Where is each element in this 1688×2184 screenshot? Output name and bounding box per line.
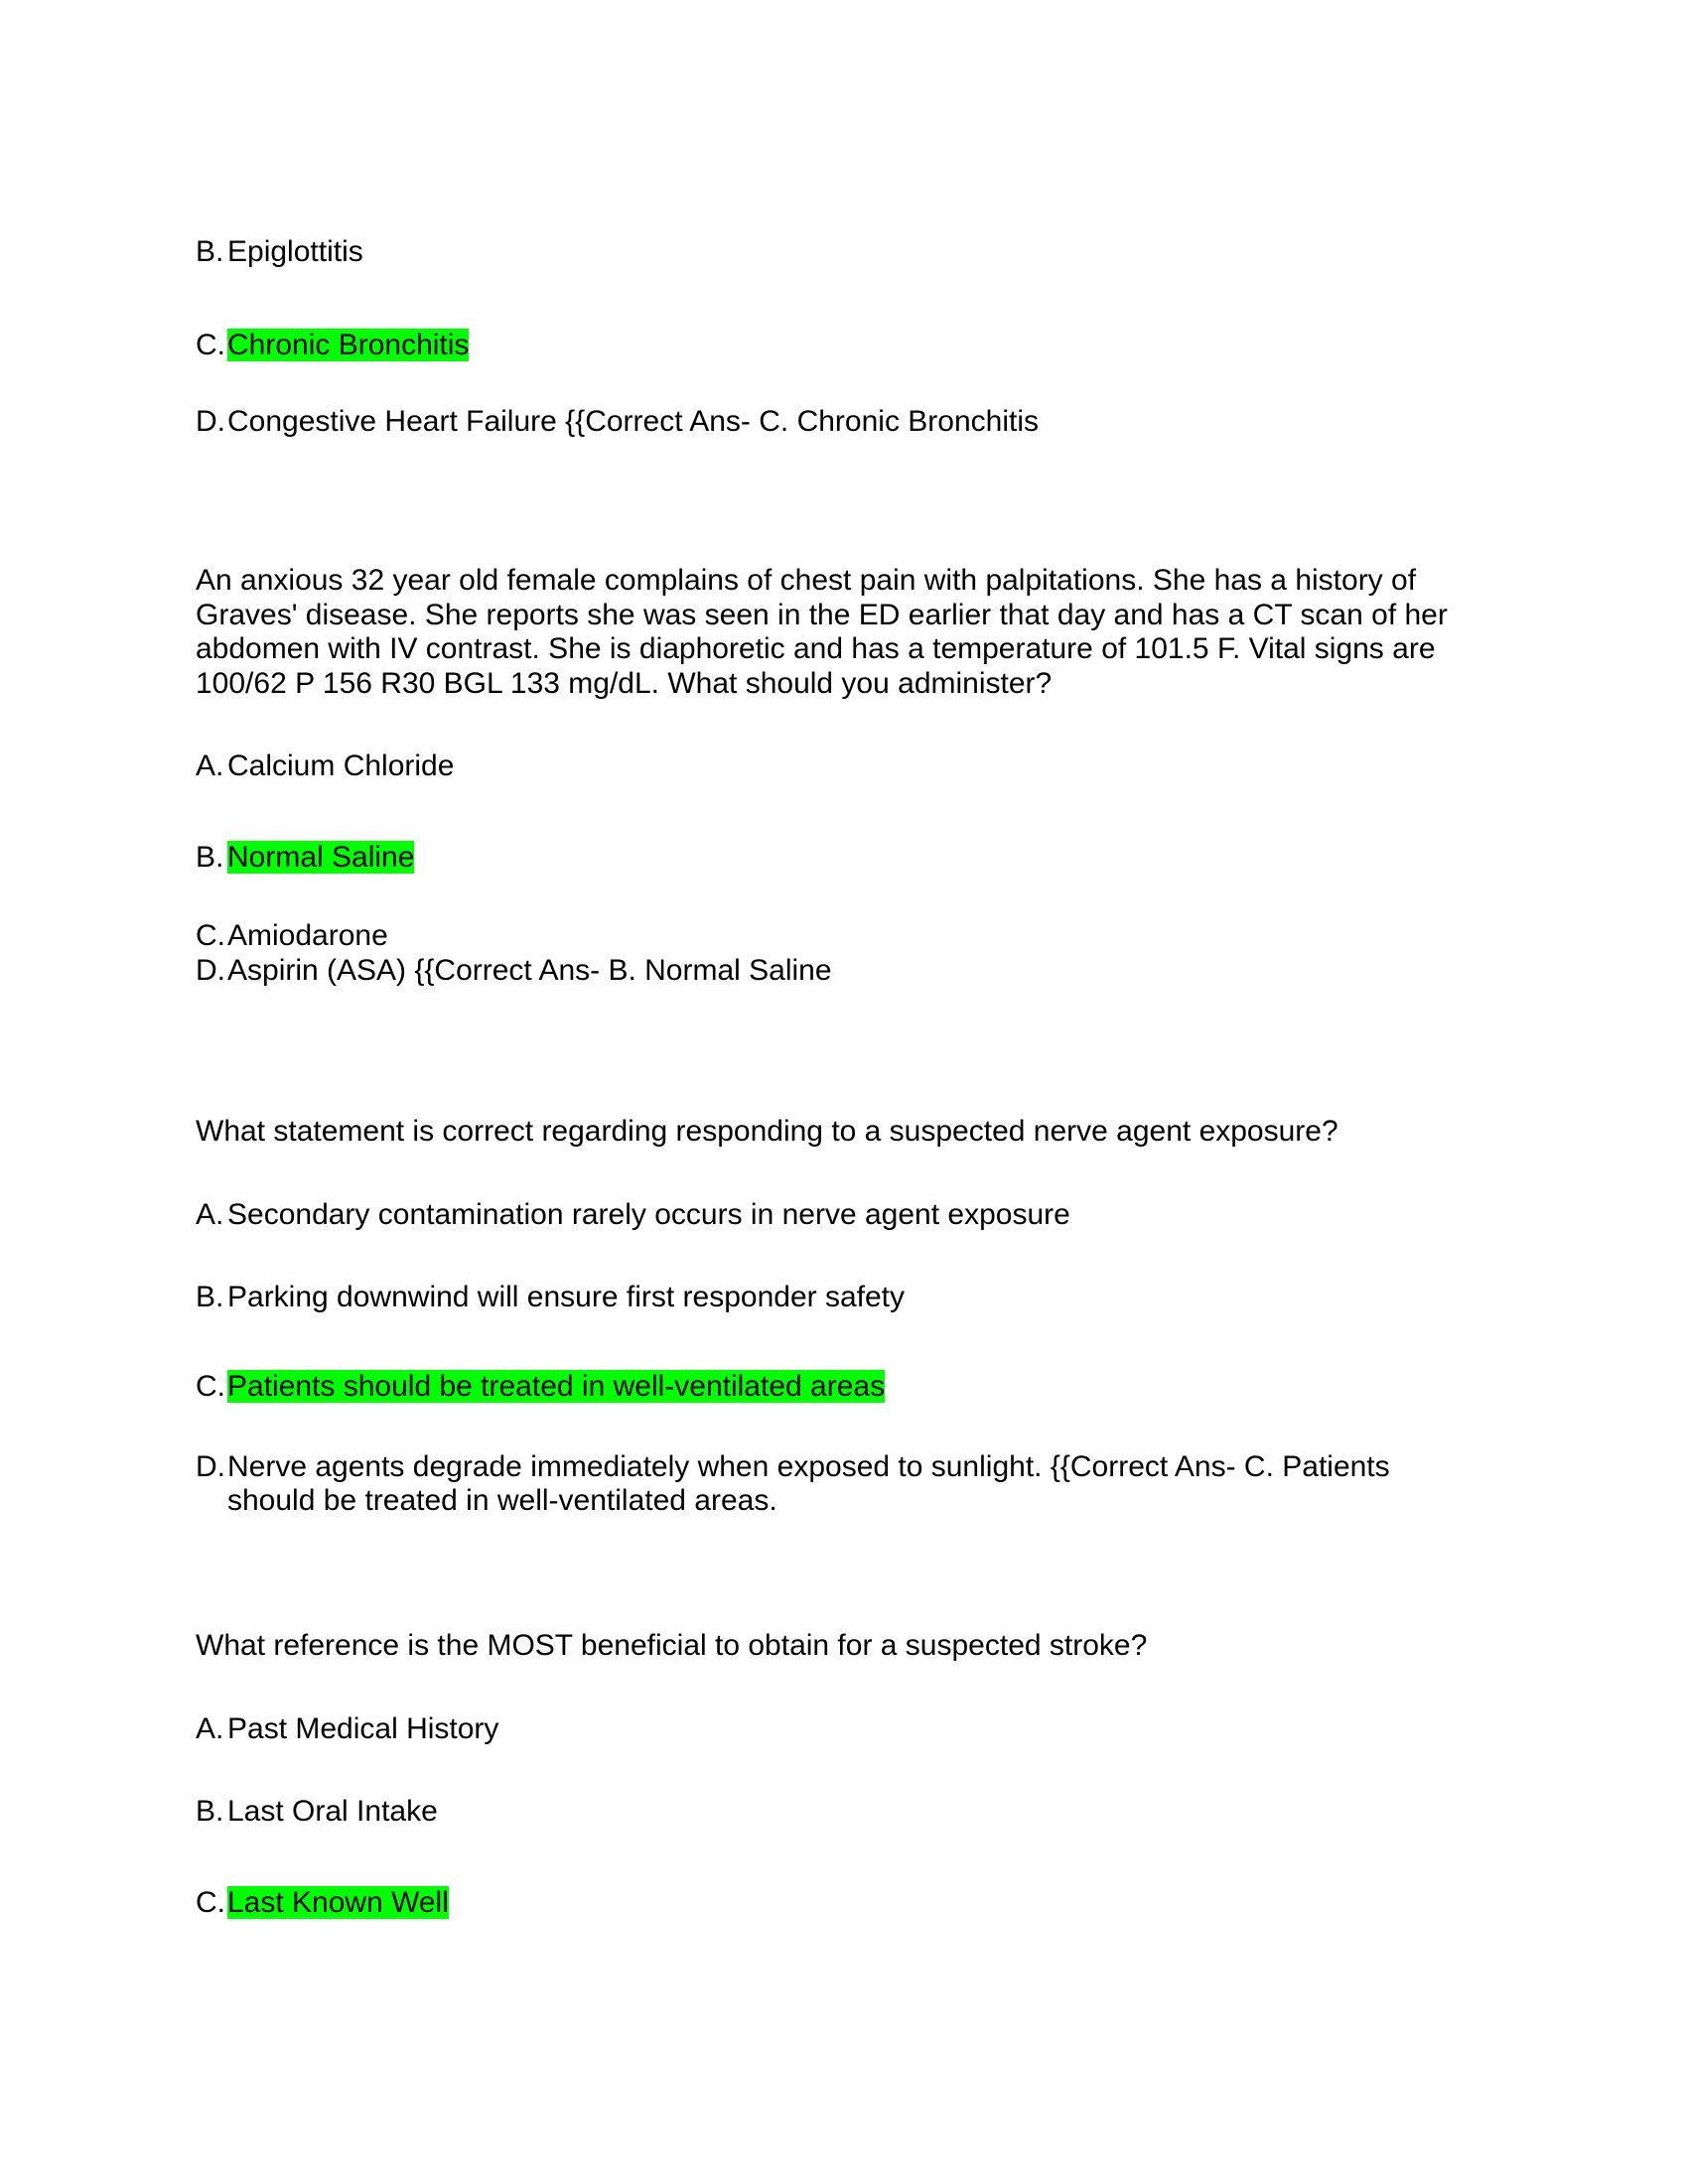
option-text-continuation: should be treated in well-ventilated areas. — [227, 1484, 777, 1517]
option-label: C. — [196, 919, 225, 952]
option-text: Last Oral Intake — [227, 1795, 438, 1828]
highlighted-answer: Patients should be treated in well-ventilated areas — [227, 1370, 886, 1403]
option-label: A. — [196, 1712, 224, 1745]
option-a — [196, 1197, 1070, 1233]
option-text: Parking downwind will ensure first responder safety — [227, 1281, 905, 1313]
option-label: B. — [196, 235, 224, 268]
option-label: C. — [196, 1370, 225, 1403]
question-stem: What statement is correct regarding responding to a suspected nerve agent exposure? — [196, 1115, 1338, 1148]
option-text: Calcium Chloride — [227, 750, 455, 782]
option-text: Amiodarone — [227, 919, 388, 952]
option-d — [196, 1449, 1390, 1485]
option-b — [196, 840, 414, 876]
question-stem-line: Graves' disease. She reports she was seen in the ED earlier that day and has a CT scan of her — [196, 599, 1448, 631]
option-text: Aspirin (ASA) {{Correct Ans- B. Normal Saline — [227, 954, 832, 987]
option-c — [196, 1885, 449, 1921]
option-text: Secondary contamination rarely occurs in nerve agent exposure — [227, 1198, 1070, 1231]
question-stem-line: abdomen with IV contrast. She is diaphoretic and has a temperature of 101.5 F. Vital signs are — [196, 632, 1436, 665]
option-label: B. — [196, 1795, 224, 1828]
highlighted-answer: Last Known Well — [227, 1886, 449, 1919]
option-text: Epiglottitis — [227, 235, 363, 268]
option-d — [196, 953, 832, 989]
highlighted-answer: Chronic Bronchitis — [227, 329, 470, 361]
question-stem-line: An anxious 32 year old female complains of chest pain with palpitations. She has a history of — [196, 564, 1417, 597]
option-label: A. — [196, 750, 224, 782]
highlighted-answer: Normal Saline — [227, 841, 415, 874]
option-label: C. — [196, 1886, 225, 1919]
option-text: Nerve agents degrade immediately when exposed to sunlight. {{Correct Ans- C. Patients — [227, 1450, 1390, 1483]
option-label: B. — [196, 1281, 224, 1313]
question-stem: What reference is the MOST beneficial to obtain for a suspected stroke? — [196, 1629, 1148, 1662]
option-b — [196, 1280, 905, 1315]
option-c — [196, 1369, 885, 1405]
option-text: Congestive Heart Failure {{Correct Ans- C. Chronic Bronchitis — [227, 405, 1040, 438]
option-label: D. — [196, 405, 225, 438]
option-b-epiglottitis — [196, 234, 363, 270]
option-label: A. — [196, 1198, 224, 1231]
option-label: D. — [196, 954, 225, 987]
option-label: D. — [196, 1450, 225, 1483]
option-label: B. — [196, 841, 224, 874]
option-a — [196, 749, 454, 784]
option-a — [196, 1711, 498, 1747]
option-c-chronic-bronchitis — [196, 328, 469, 363]
option-d-chf — [196, 404, 1039, 440]
option-c — [196, 918, 388, 954]
question-stem-line: 100/62 P 156 R30 BGL 133 mg/dL. What should you administer? — [196, 667, 1053, 700]
option-label: C. — [196, 329, 225, 361]
option-text: Past Medical History — [227, 1712, 499, 1745]
option-b — [196, 1794, 438, 1830]
